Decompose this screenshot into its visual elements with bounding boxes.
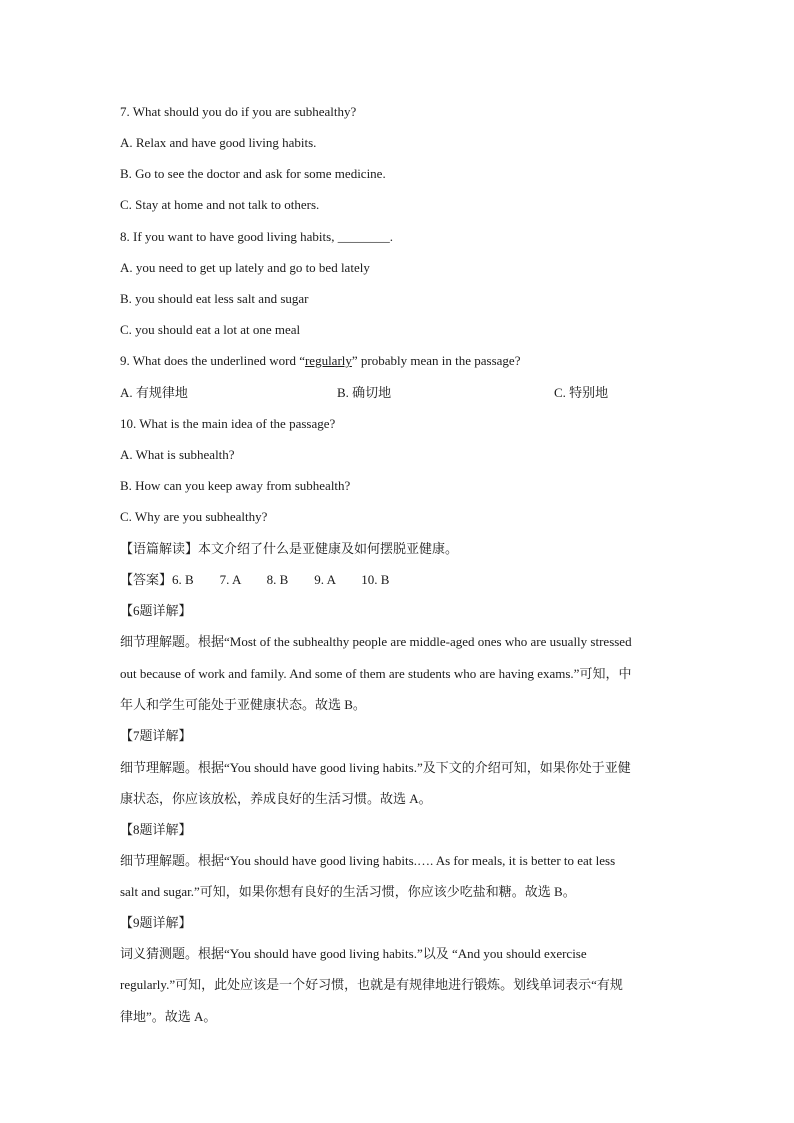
answer-key: 【答案】6. B 7. A 8. B 9. A 10. B: [120, 572, 390, 587]
q7-option-b: B. Go to see the doctor and ask for some medicine.: [120, 166, 386, 181]
q7-explanation-title: 【7题详解】: [120, 728, 192, 743]
q6-explanation-line-1: 细节理解题。根据“Most of the subhealthy people are middle-aged ones who are usually stressed: [120, 634, 632, 649]
q8-explanation-line-1: 细节理解题。根据“You should have good living habits.…. As for meals, it is better to eat less: [120, 853, 616, 868]
q9-question-post: ” probably mean in the passage?: [351, 353, 521, 368]
q10-option-c: C. Why are you subhealthy?: [120, 509, 268, 524]
q6-explanation-title: 【6题详解】: [120, 603, 192, 618]
q7-explanation-line-1: 细节理解题。根据“You should have good living habits.”及下文的介绍可知，如果你处于亚健: [120, 760, 631, 775]
passage-summary: 【语篇解读】本文介绍了什么是亚健康及如何摆脱亚健康。: [120, 541, 459, 556]
q9-explanation-title: 【9题详解】: [120, 915, 192, 930]
q8-explanation-title: 【8题详解】: [120, 822, 192, 837]
q9-question-pre: 9. What does the underlined word “: [120, 353, 305, 368]
q6-explanation-line-2: out because of work and family. And some of them are students who are having exams.”可知，中: [120, 666, 632, 681]
q9-option-b: B. 确切地: [337, 385, 392, 400]
q9-explanation-line-2: regularly.”可知，此处应该是一个好习惯，也就是有规律地进行锻炼。划线单词表示“有规: [120, 977, 623, 992]
q8-option-b: B. you should eat less salt and sugar: [120, 291, 309, 306]
q9-option-c: C. 特别地: [554, 385, 609, 400]
q7-option-c: C. Stay at home and not talk to others.: [120, 197, 320, 212]
q7-option-a: A. Relax and have good living habits.: [120, 135, 317, 150]
q7-explanation-line-2: 康状态，你应该放松，养成良好的生活习惯。故选 A。: [120, 791, 432, 806]
q7-question: 7. What should you do if you are subhealthy?: [120, 104, 357, 119]
q9-underlined-word: regularly: [304, 353, 352, 368]
q6-explanation-line-3: 年人和学生可能处于亚健康状态。故选 B。: [120, 697, 366, 712]
q8-question: 8. If you want to have good living habits, ________.: [120, 229, 393, 244]
q8-option-c: C. you should eat a lot at one meal: [120, 322, 301, 337]
q8-option-a: A. you need to get up lately and go to bed lately: [120, 260, 370, 275]
q10-question: 10. What is the main idea of the passage?: [120, 416, 336, 431]
q10-option-a: A. What is subhealth?: [120, 447, 235, 462]
q9-question: [120, 353, 520, 369]
q9-explanation-line-1: 词义猜测题。根据“You should have good living habits.”以及 “And you should exercise: [120, 946, 587, 961]
q9-option-a: A. 有规律地: [120, 385, 188, 400]
q8-explanation-line-2: salt and sugar.”可知，如果你想有良好的生活习惯，你应该少吃盐和糖。故选 B。: [120, 884, 576, 899]
q10-option-b: B. How can you keep away from subhealth?: [120, 478, 351, 493]
q9-explanation-line-3: 律地”。故选 A。: [120, 1009, 217, 1024]
